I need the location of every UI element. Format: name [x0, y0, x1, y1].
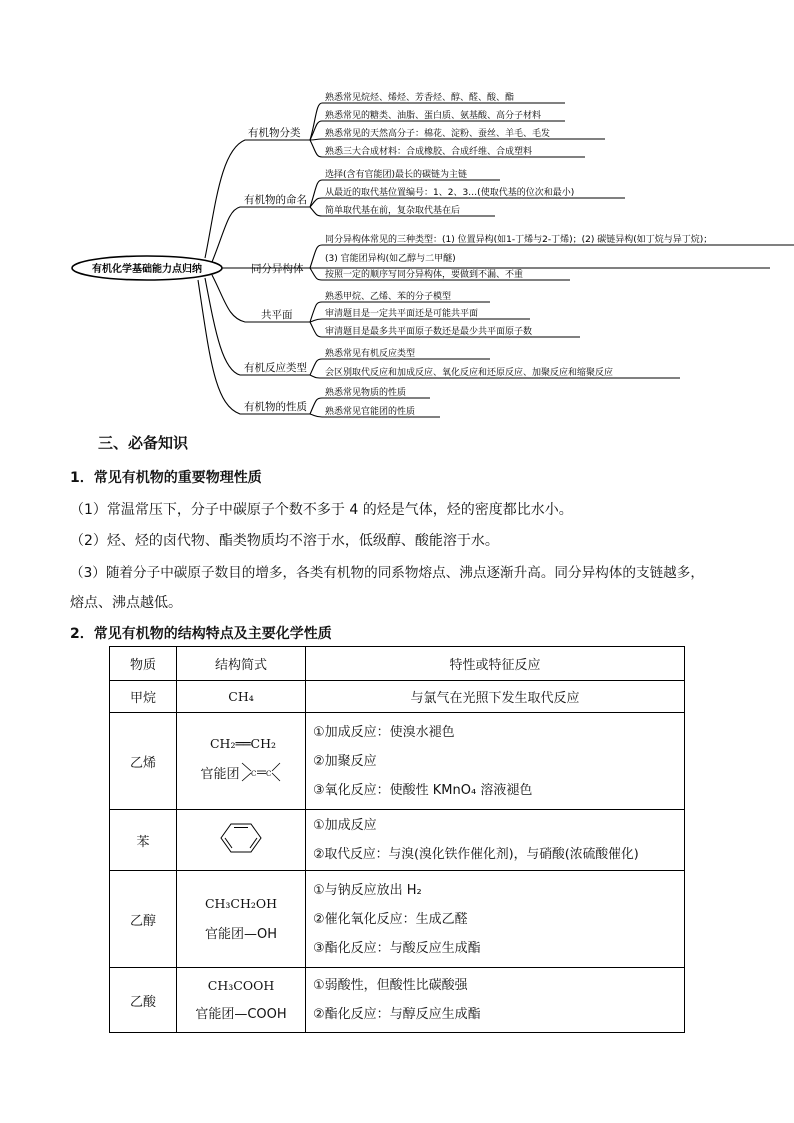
substance-ethanol: 乙醇 [110, 871, 177, 968]
reaction-item: ②加聚反应 [313, 753, 377, 769]
branch-label-properties: 有机物的性质 [244, 401, 307, 413]
leaf-item: 同分异构体常见的三种类型：(1) 位置异构(如1-丁烯与2-丁烯)；(2) 碳链异构(如丁烷与异丁烷)； [325, 235, 713, 245]
reaction-item: ③氧化反应：使酸性 KMnO₄ 溶液褪色 [313, 782, 533, 798]
reaction-item: ①加成反应 [313, 818, 377, 833]
properties-table [109, 646, 685, 1033]
leaf-item: 熟悉常见的糖类、油脂、蛋白质、氨基酸、高分子材料 [325, 111, 542, 121]
reaction-item: ①加成反应：使溴水褪色 [313, 724, 455, 740]
leaf-item: (3) 官能团异构(如乙醇与二甲醚) [325, 254, 456, 264]
svg-text:C: C [250, 769, 256, 778]
table-row [110, 713, 685, 810]
structure-ethanol [177, 871, 306, 968]
substance-methane: 甲烷 [110, 681, 177, 713]
reaction-item: ②酯化反应：与醇反应生成酯 [313, 1007, 481, 1022]
paragraph: （3）随着分子中碳原子数目的增多，各类有机物的同系物熔点、沸点逐渐升高。同分异构体的支链越多， [70, 565, 704, 581]
paragraph: 熔点、沸点越低。 [70, 595, 182, 611]
branch-label-classification: 有机物分类 [248, 127, 301, 139]
functional-group-acetic-acid: 官能团—COOH [195, 1007, 287, 1022]
subsection-title-chemical: 2．常见有机物的结构特点及主要化学性质 [70, 626, 332, 642]
section-title: 三、必备知识 [98, 434, 189, 452]
leaf-item: 按照一定的顺序写同分异构体，要做到不漏、不重 [325, 270, 524, 280]
branch-label-isomer: 同分异构体 [251, 263, 304, 275]
leaf-item: 简单取代基在前，复杂取代基在后 [325, 206, 461, 216]
reaction-item: ②取代反应：与溴(溴化铁作催化剂)，与硝酸(浓硫酸催化) [313, 847, 639, 862]
leaf-item: 熟悉常见官能团的性质 [325, 407, 416, 417]
functional-group-ethanol: 官能团—OH [204, 927, 277, 942]
subsection-title-physical: 1．常见有机物的重要物理性质 [70, 470, 262, 486]
substance-benzene: 苯 [110, 810, 177, 871]
functional-group-label: 官能团 [200, 767, 240, 782]
table-row [110, 681, 685, 713]
reaction-item: ①与钠反应放出 H₂ [313, 882, 422, 898]
leaf-item: 从最近的取代基位置编号：1、2、3…(使取代基的位次和最小) [325, 188, 575, 198]
leaf-item: 熟悉常见有机反应类型 [325, 349, 416, 359]
leaf-item: 审清题目是最多共平面原子数还是最少共平面原子数 [325, 327, 533, 337]
reaction-acetic-acid [306, 968, 685, 1033]
leaf-item: 会区别取代反应和加成反应、氧化反应和还原反应、加聚反应和缩聚反应 [325, 368, 614, 378]
leaf-item: 熟悉常见的天然高分子：棉花、淀粉、蚕丝、羊毛、毛发 [325, 129, 551, 139]
substance-ethylene: 乙烯 [110, 713, 177, 810]
leaf-item: 审清题目是一定共平面还是可能共平面 [325, 309, 479, 319]
reaction-ethylene [306, 713, 685, 810]
leaf-item: 熟悉甲烷、乙烯、苯的分子模型 [325, 292, 452, 302]
paragraph: （1）常温常压下，分子中碳原子个数不多于 4 的烃是气体，烃的密度都比水小。 [70, 502, 573, 518]
svg-text:C: C [265, 769, 271, 778]
reaction-item: ③酯化反应：与酸反应生成酯 [313, 940, 481, 956]
leaf-item: 选择(含有官能团)最长的碳链为主链 [325, 170, 468, 180]
formula-acetic-acid: CH₃COOH [207, 978, 275, 993]
leaf-item: 熟悉三大合成材料：合成橡胶、合成纤维、合成塑料 [325, 147, 533, 157]
structure-ethylene [177, 713, 306, 810]
branch-label-coplanar: 共平面 [261, 309, 293, 321]
table-row [110, 968, 685, 1033]
header-structure: 结构简式 [177, 647, 306, 681]
reaction-benzene [306, 810, 685, 871]
header-substance: 物质 [110, 647, 177, 681]
branch-label-reaction-type: 有机反应类型 [244, 362, 307, 374]
benzene-ring-icon [209, 820, 273, 856]
formula-ethanol: CH₃CH₂OH [204, 896, 278, 911]
alkene-group-icon [240, 759, 282, 787]
reaction-ethanol [306, 871, 685, 968]
table-header-row [110, 647, 685, 681]
header-reaction: 特性或特征反应 [306, 647, 685, 681]
formula-ethylene: CH₂══CH₂ [209, 735, 276, 751]
paragraph: （2）烃、烃的卤代物、酯类物质均不溶于水，低级醇、酸能溶于水。 [70, 533, 499, 549]
table-row [110, 871, 685, 968]
substance-acetic-acid: 乙酸 [110, 968, 177, 1033]
structure-acetic-acid [177, 968, 306, 1033]
mind-map-root-label: 有机化学基础能力点归纳 [92, 264, 202, 275]
reaction-methane: 与氯气在光照下发生取代反应 [306, 681, 685, 713]
structure-benzene [177, 810, 306, 871]
leaf-item: 熟悉常见物质的性质 [325, 388, 407, 398]
formula-methane: CH₄ [177, 681, 306, 713]
reaction-item: ①弱酸性，但酸性比碳酸强 [313, 978, 468, 993]
leaf-item: 熟悉常见烷烃、烯烃、芳香烃、醇、醛、酸、酯 [325, 93, 515, 103]
mind-map [0, 0, 794, 430]
reaction-item: ②催化氧化反应：生成乙醛 [313, 911, 468, 927]
table-row [110, 810, 685, 871]
branch-label-naming: 有机物的命名 [244, 194, 307, 206]
